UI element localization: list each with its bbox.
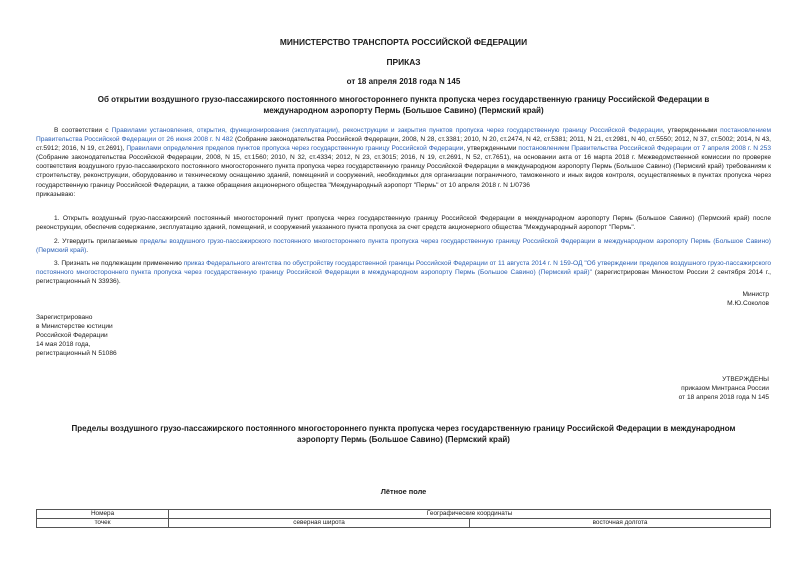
text: 2. Утвердить прилагаемые (54, 238, 141, 245)
rules-limits-link[interactable]: Правилами определения пределов пунктов пропуска через государственную границу Российской Федерации (126, 145, 464, 153)
order-type: ПРИКАЗ (386, 57, 421, 67)
text: (Собрание законодательства Российской Федерации, 2008, N 15, ст.1560; 2010, N 32, ст.4334; 2012, N 23, ст.3015; 2016, N 19, ст.2691, N 52, ст.7651), на основании акта от 16 марта 2018 г. Межведомственной комиссии по проверке соответствия воздушного грузо-пассажирского постоянного многостороннего пункта пропуска через государственную границу Российской Федерации в международном аэропорту Пермь (Большое Савино) (Пермский край) требованиям к строительству, реконструкции, оборудованию и техническому оснащению зданий, помещений и сооружений, необходимых для организации пограничного, таможенного и иных видов контроля, осуществляемых в пунктах пропуска через государственную границу Российской Федерации, а также обращения акционерного общества "Международный аэропорт "Пермь" от 10 апреля 2018 г. N 1/0736 (36, 154, 771, 189)
col-header-point-numbers: Номера (37, 510, 169, 519)
col-header-geo-coords: Географические координаты (169, 510, 771, 519)
registration-line: регистрационный N 51086 (36, 350, 117, 358)
table-row (37, 510, 771, 519)
col-header-north-latitude: северная широта (169, 519, 470, 528)
resolution-253-link[interactable]: постановлением Правительства Российской Федерации от 7 апреля 2008 г. N 253 (518, 145, 772, 153)
rules-establishment-link[interactable]: Правилами установления, открытия, функционирования (эксплуатации), реконструкции и закрытия пунктов пропуска через государственную границу Российской Федерации (111, 127, 663, 134)
order-title: Об открытии воздушного грузо-пассажирского постоянного многостороннего пункта пропуска через государственную границу Российской Федерации в международном аэропорту Пермь (Большое Савино) (Пермский край) (97, 95, 710, 115)
text: 3. Признать не подлежащим применению (54, 260, 184, 267)
registration-line: 14 мая 2018 года, (36, 341, 91, 349)
table-row (37, 519, 771, 528)
text: В соответствии с (54, 127, 112, 134)
coordinates-table (36, 509, 771, 528)
registration-line: в Министерстве юстиции (36, 323, 113, 331)
registration-line: Российской Федерации (36, 332, 108, 340)
clause-3 (36, 259, 771, 286)
col-header-east-longitude: восточная долгота (470, 519, 771, 528)
text: (Собрание законодательства Российской Федерации, 2008, N 28, ст.3381; 2010, N 20, ст.2474, N 42, ст.5381; 2011, N 21, ст.2981, N 40, ст.5550; 2012, N 37, ст.5002; 2014, N 43, ст.5912; 2016, N 19, ст.2691), (36, 136, 771, 153)
ministry-heading: МИНИСТЕРСТВО ТРАНСПОРТА РОССИЙСКОЙ ФЕДЕРАЦИИ (279, 37, 528, 47)
preamble-paragraph (36, 126, 771, 199)
registration-line: Зарегистрировано (36, 314, 93, 321)
approval-line: УТВЕРЖДЕНЫ (722, 376, 769, 383)
order-phrase: приказываю: (36, 190, 76, 198)
registration-block (36, 313, 117, 358)
approval-block (679, 375, 769, 402)
signer-name: М.Ю.Соколов (727, 300, 769, 308)
clause-2 (36, 237, 771, 255)
resolution-482-link[interactable]: постановлением Правительства Российской Федерации от 26 июня 2008 г. N 482 (36, 127, 772, 144)
limits-title: Пределы воздушного грузо-пассажирского постоянного многостороннего пункта пропуска через государственную границу Российской Федерации в международном аэропорту Пермь (Большое Савино) (Пермский край) (71, 424, 736, 444)
approval-line: от 18 апреля 2018 года N 145 (678, 394, 769, 402)
signature-block (727, 290, 769, 308)
order-159-od-link[interactable]: приказ Федерального агентства по обустройству государственной границы Российской Федерации от 11 августа 2014 г. N 159-ОД "Об утверждении пределов воздушного грузо-пассажирского постоянного многостороннего пункта пропуска через государственную границу Российской Федерации в международном аэропорту Пермь (Большое Савино) (Пермский край)" (36, 260, 772, 277)
text: . (86, 247, 89, 255)
text: , утвержденными (463, 145, 519, 153)
clause-1: 1. Открыть воздушный грузо-пассажирский постоянный многосторонний пункт пропуска через государственную границу Российской Федерации в международном аэропорту Пермь (Большое Савино) (Пермский край) после реконструкции, обеспечив содержание, эксплуатацию зданий, помещений, и сооружений указанного пункта пропуска за счет средств акционерного общества "Международный аэропорт "Пермь". (36, 215, 771, 232)
section-title: Лётное поле (380, 487, 427, 496)
order-date-number: от 18 апреля 2018 года N 145 (346, 77, 461, 86)
text: , утвержденными (662, 127, 721, 134)
approval-line: приказом Минтранса России (681, 385, 769, 393)
signer-position: Министр (742, 291, 769, 298)
text: (зарегистрирован Минюстом России 2 сентября 2014 г., регистрационный N 33936). (36, 269, 771, 286)
col-header-point-numbers-2: точек (37, 519, 169, 528)
limits-link[interactable]: пределы воздушного грузо-пассажирского постоянного многостороннего пункта пропуска через государственную границу Российской Федерации в международном аэропорту Пермь (Большое Савино) (Пермский край) (36, 238, 771, 255)
